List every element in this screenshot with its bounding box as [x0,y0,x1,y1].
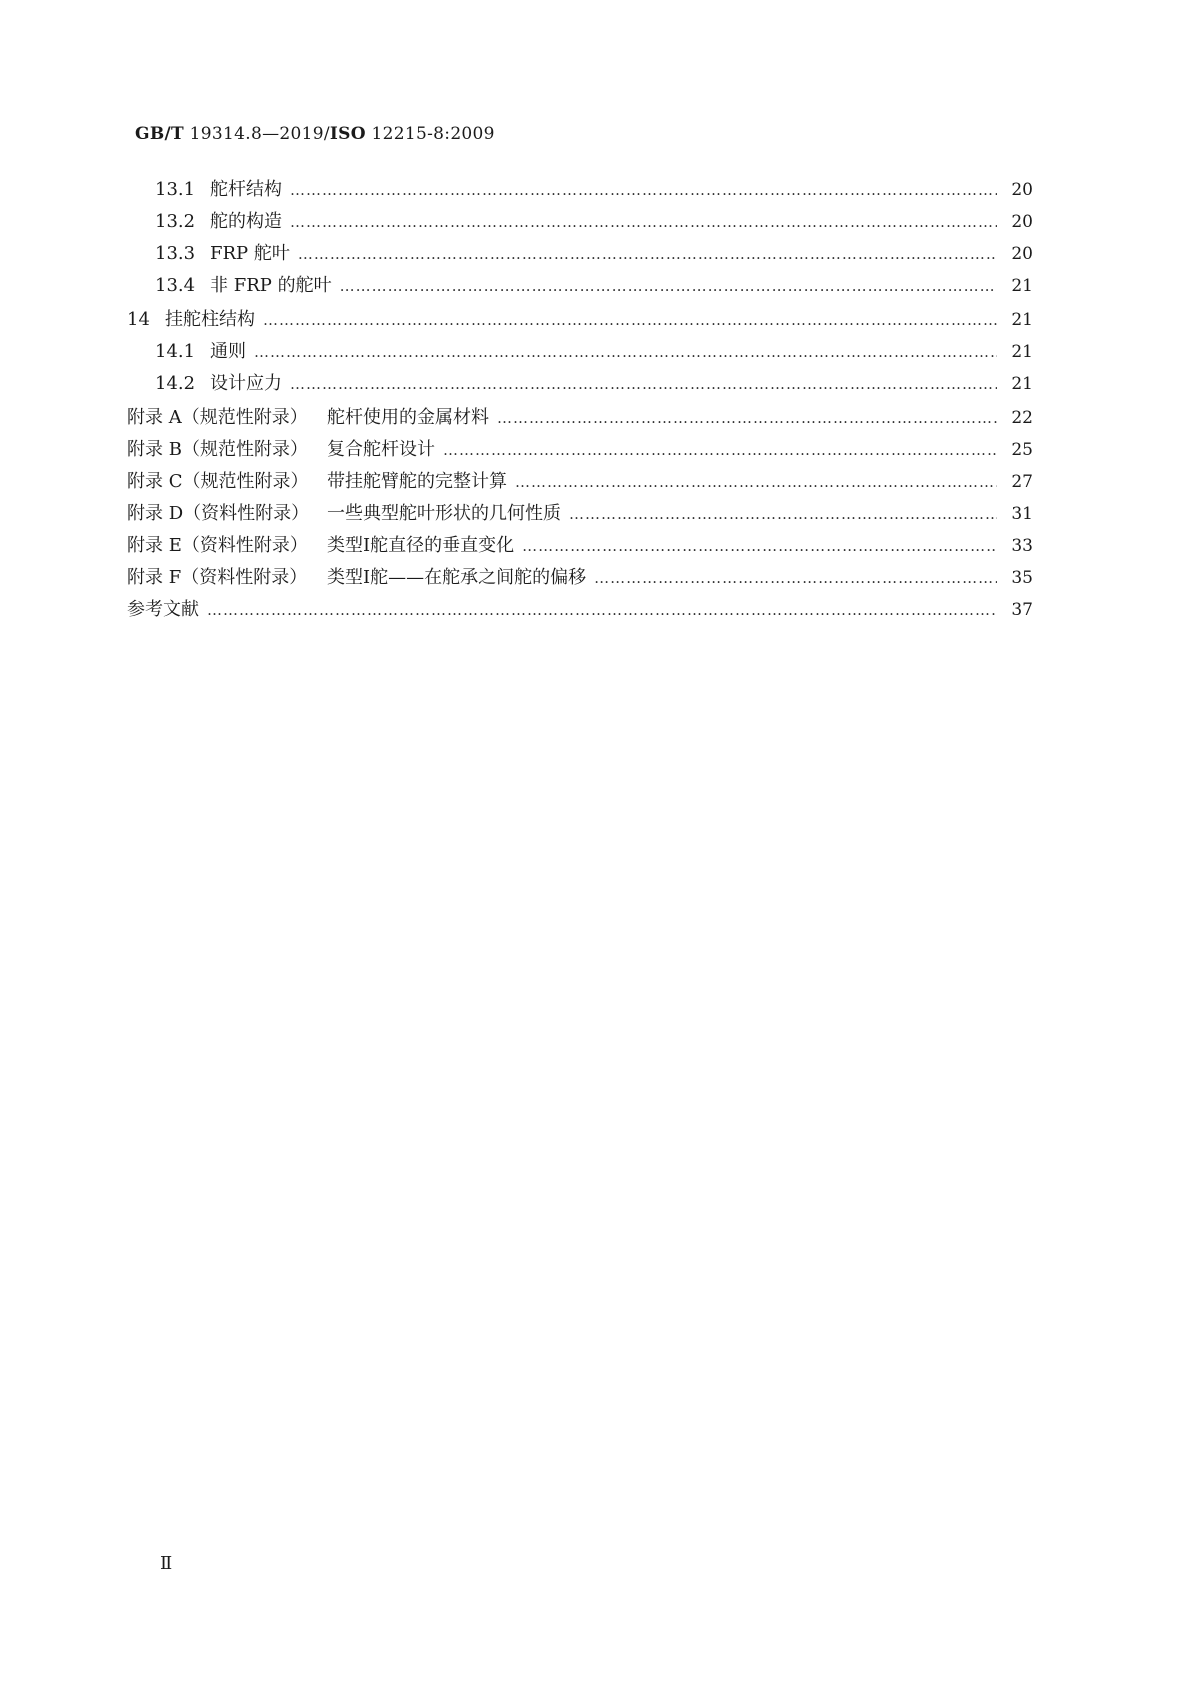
toc-entry-title: 带挂舵臂舵的完整计算 [327,471,507,492]
toc-entry[interactable] [0,207,1191,239]
toc-leader-dots [569,505,997,523]
toc-leader-dots [594,569,997,587]
toc-entry-number: 14.2 [155,373,196,394]
toc-entry-title: 舵杆结构 [210,179,282,200]
toc-entry-page: 37 [1011,600,1033,620]
toc-entry-page: 25 [1011,440,1033,460]
toc-entry-page: 20 [1011,244,1033,264]
iso-label: ISO [329,124,366,144]
toc-leader-dots [443,441,997,459]
toc-entry-number: 附录 F（资料性附录） [127,567,308,588]
toc-entry-number: 14 [127,309,150,330]
toc-entry[interactable] [0,175,1191,207]
standard-code: GB/T [135,124,184,144]
toc-entry-number: 附录 A（规范性附录） [127,407,308,428]
toc-entry-title: 参考文献 [127,599,199,620]
toc-entry[interactable] [0,435,1191,467]
toc-entry-page: 35 [1011,568,1033,588]
toc-entry-number: 附录 E（资料性附录） [127,535,308,556]
toc-entry-page: 20 [1011,180,1033,200]
toc-leader-dots [522,537,997,555]
toc-entry-title: 一些典型舵叶形状的几何性质 [327,503,561,524]
toc-entry-title: 设计应力 [210,373,282,394]
toc-leader-dots [515,473,997,491]
toc-entry-number: 14.1 [155,341,196,362]
toc-entry-title: 通则 [210,341,246,362]
toc-entry-title: 舵的构造 [210,211,282,232]
toc-entry-page: 21 [1011,276,1033,296]
toc-leader-dots [340,277,997,295]
toc-entry[interactable] [0,467,1191,499]
table-of-contents [0,175,1191,627]
toc-entry-page: 21 [1011,374,1033,394]
toc-entry-number: 13.3 [155,243,196,264]
toc-entry[interactable] [0,563,1191,595]
toc-entry-page: 31 [1011,504,1033,524]
toc-entry-title: 类型Ⅰ舵直径的垂直变化 [327,535,515,556]
toc-leader-dots [290,375,997,393]
toc-leader-dots [298,245,997,263]
toc-entry-title: FRP 舵叶 [210,243,290,264]
toc-entry[interactable] [0,239,1191,271]
toc-leader-dots [254,343,997,361]
toc-entry[interactable] [0,595,1191,627]
toc-entry-page: 21 [1011,310,1033,330]
toc-entry-title: 复合舵杆设计 [327,439,435,460]
document-header [135,124,495,144]
toc-entry[interactable] [0,305,1191,337]
page-number-roman: Ⅱ [160,1553,173,1574]
iso-number: 12215-8:2009 [371,124,495,144]
standard-number: 19314.8—2019/ [189,124,330,144]
toc-entry-number: 13.1 [155,179,196,200]
toc-entry-number: 附录 C（规范性附录） [127,471,309,492]
toc-entry-number: 13.4 [155,275,196,296]
toc-entry-title: 非 FRP 的舵叶 [210,275,332,296]
toc-entry[interactable] [0,499,1191,531]
toc-leader-dots [263,311,997,329]
toc-entry-page: 33 [1011,536,1033,556]
toc-entry-title: 挂舵柱结构 [165,309,255,330]
toc-entry[interactable] [0,369,1191,401]
toc-entry-number: 13.2 [155,211,196,232]
toc-leader-dots [497,409,997,427]
toc-entry[interactable] [0,337,1191,369]
toc-leader-dots [207,601,997,619]
toc-entry-number: 附录 B（规范性附录） [127,439,308,460]
toc-entry-number: 附录 D（资料性附录） [127,503,310,524]
toc-entry-page: 21 [1011,342,1033,362]
toc-entry[interactable] [0,403,1191,435]
toc-entry-page: 20 [1011,212,1033,232]
toc-entry-page: 27 [1011,472,1033,492]
toc-entry-page: 22 [1011,408,1033,428]
toc-leader-dots [290,181,997,199]
toc-entry[interactable] [0,271,1191,303]
toc-entry-title: 类型Ⅰ舵——在舵承之间舵的偏移 [327,567,587,588]
toc-entry-title: 舵杆使用的金属材料 [327,407,489,428]
toc-leader-dots [290,213,997,231]
toc-entry[interactable] [0,531,1191,563]
